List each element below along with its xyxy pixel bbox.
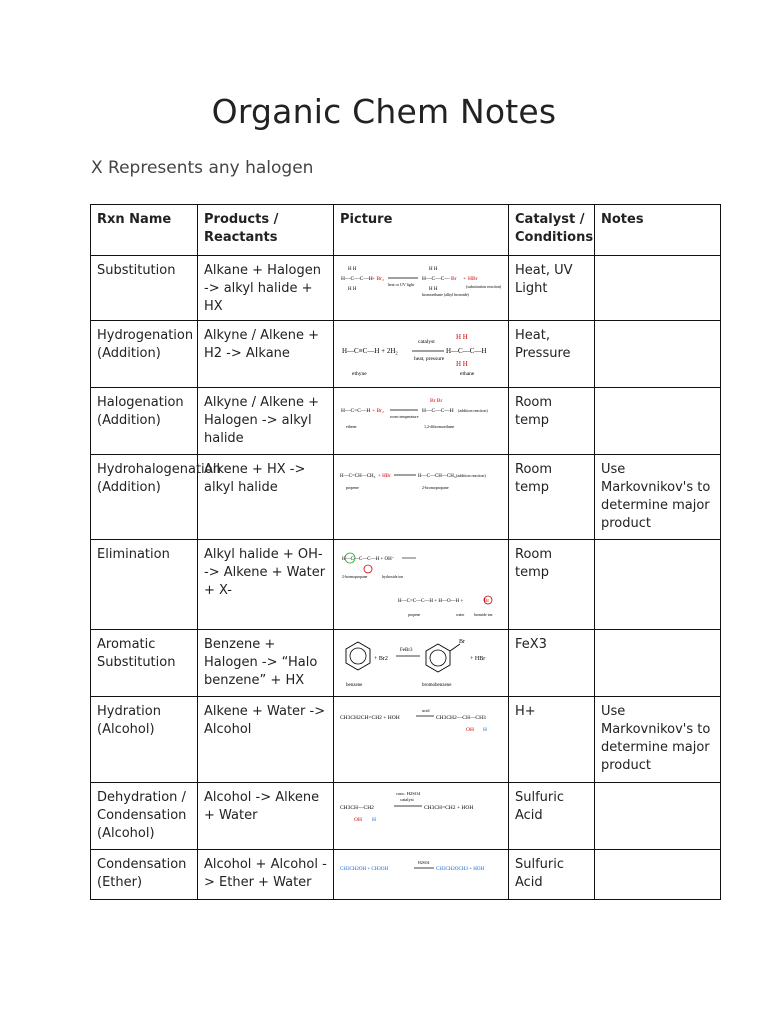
svg-text:heat, pressure: heat, pressure	[414, 356, 445, 362]
header-rxn-name: Rxn Name	[91, 205, 198, 256]
rxn-picture	[334, 388, 509, 455]
rxn-products: Alkyl halide + OH- -> Alkene + Water + X-	[198, 540, 334, 630]
rxn-picture	[334, 455, 509, 540]
svg-text:H—C—C—: H—C—C—	[422, 276, 450, 282]
rxn-notes	[595, 256, 721, 321]
svg-text:HBr: HBr	[468, 276, 478, 282]
svg-text:acid: acid	[422, 708, 430, 713]
svg-text:H: H	[483, 727, 487, 733]
svg-text:+ Br2: + Br2	[374, 656, 388, 662]
svg-text:2-bromopropane: 2-bromopropane	[342, 575, 368, 579]
rxn-products: Alcohol -> Alkene + Water	[198, 783, 334, 850]
svg-text:FeBr3: FeBr3	[400, 648, 413, 653]
svg-text:H2SO4: H2SO4	[418, 861, 430, 865]
dehydration-diagram	[338, 787, 503, 833]
rxn-name: Hydrogenation (Addition)	[91, 321, 198, 388]
rxn-products: Benzene + Halogen -> “Halo benzene” + HX	[198, 630, 334, 697]
ethyne-hydrogenation-diagram	[338, 325, 503, 381]
hydration-diagram	[338, 701, 503, 741]
svg-text:H—C=C—H: H—C=C—H	[341, 408, 371, 414]
svg-text:heat or UV light: heat or UV light	[388, 282, 415, 287]
svg-text:OH: OH	[354, 817, 362, 823]
svg-text:water: water	[456, 613, 465, 617]
svg-text:conc. H2SO4: conc. H2SO4	[396, 791, 421, 796]
svg-text:benzene: benzene	[346, 683, 363, 688]
svg-text:H: H	[372, 817, 376, 823]
rxn-notes	[595, 630, 721, 697]
rxn-name: Aromatic Substitution	[91, 630, 198, 697]
svg-text:ethyne: ethyne	[352, 371, 367, 377]
table-header-row	[91, 205, 721, 256]
rxn-products: Alcohol + Alcohol -> Ether + Water	[198, 850, 334, 900]
rxn-catalyst: Heat, UV Light	[509, 256, 595, 321]
alkane-halogenation-diagram	[338, 260, 503, 306]
header-picture: Picture	[334, 205, 509, 256]
rxn-catalyst-text: FeX3	[515, 637, 547, 652]
rxn-products-text: Alkyne / Alkene + H2 -> Alkane	[204, 328, 319, 361]
svg-text:+ Br₂: + Br₂	[372, 276, 384, 282]
rxn-name: Halogenation (Addition)	[91, 388, 198, 455]
rxn-picture	[334, 630, 509, 697]
page-title: Organic Chem Notes	[211, 92, 557, 131]
svg-text:CH3CH—CH2: CH3CH—CH2	[340, 805, 374, 811]
rxn-picture	[334, 850, 509, 900]
svg-text:H H: H H	[429, 267, 438, 272]
rxn-products: Alkene + HX -> alkyl halide	[198, 455, 334, 540]
svg-text:H H: H H	[429, 287, 438, 292]
svg-text:H H: H H	[456, 360, 468, 368]
page-subtitle: X Represents any halogen	[91, 158, 314, 178]
svg-text:catalyst: catalyst	[418, 339, 435, 345]
svg-text:+: +	[463, 276, 467, 282]
svg-text:H H: H H	[348, 267, 357, 272]
svg-text:H—C≡C—H + 2H₂: H—C≡C—H + 2H₂	[342, 347, 398, 355]
rxn-name: Hydrohalogenation (Addition)	[91, 455, 198, 540]
propene-hbr-diagram	[338, 459, 503, 505]
svg-text:(addition reaction): (addition reaction)	[458, 408, 488, 413]
rxn-notes	[595, 388, 721, 455]
rxn-name: Dehydration / Condensation (Alcohol)	[91, 783, 198, 850]
svg-text:bromide ion: bromide ion	[474, 613, 493, 617]
svg-text:hydroxide ion: hydroxide ion	[382, 575, 404, 579]
svg-text:propene: propene	[408, 613, 421, 617]
svg-text:(substitution reaction): (substitution reaction)	[466, 284, 502, 289]
rxn-products: Alkyne / Alkene + Halogen -> alkyl halide	[198, 388, 334, 455]
rxn-catalyst: Room temp	[509, 540, 595, 630]
svg-text:CH3CH2OCH3 + HOH: CH3CH2OCH3 + HOH	[436, 867, 485, 872]
table-row	[91, 256, 721, 321]
svg-text:Br: Br	[451, 276, 457, 282]
svg-text:CH3CH2CH=CH2 + HOH: CH3CH2CH=CH2 + HOH	[340, 715, 400, 721]
svg-text:(addition reaction): (addition reaction)	[456, 473, 486, 478]
svg-text:bromoethane (alkyl bromide): bromoethane (alkyl bromide)	[422, 292, 469, 297]
rxn-notes	[595, 783, 721, 850]
svg-text:H—C=CH—CH₃: H—C=CH—CH₃	[340, 474, 376, 479]
table-row	[91, 850, 721, 900]
rxn-catalyst: Heat, Pressure	[509, 321, 595, 388]
svg-text:H H: H H	[456, 333, 468, 341]
reactions-table	[90, 204, 721, 900]
svg-text:catalyst: catalyst	[400, 797, 414, 802]
rxn-catalyst: Sulfuric Acid	[509, 850, 595, 900]
rxn-catalyst	[509, 630, 595, 697]
rxn-notes	[595, 850, 721, 900]
svg-text:ethane: ethane	[460, 371, 475, 377]
rxn-picture	[334, 321, 509, 388]
table-row	[91, 388, 721, 455]
elimination-diagram	[338, 544, 503, 624]
rxn-name: Elimination	[91, 540, 198, 630]
svg-text:H—C—CH—CH₃: H—C—CH—CH₃	[418, 474, 456, 479]
svg-text:1,2-dibromoethane: 1,2-dibromoethane	[424, 424, 455, 429]
svg-text:H H: H H	[348, 287, 357, 292]
svg-text:H—C=C—C—H + H—O—H +: H—C=C—C—H + H—O—H +	[398, 599, 464, 604]
ether-condensation-diagram	[338, 854, 503, 888]
svg-text:+ HBr: + HBr	[378, 474, 391, 479]
table-row	[91, 697, 721, 783]
header-products: Products / Reactants	[198, 205, 334, 256]
rxn-catalyst: H+	[509, 697, 595, 783]
rxn-name: Substitution	[91, 256, 198, 321]
ethene-bromination-diagram	[338, 392, 503, 438]
table-row	[91, 630, 721, 697]
rxn-name: Hydration (Alcohol)	[91, 697, 198, 783]
benzene-bromination-diagram	[338, 634, 503, 692]
svg-text:ethene: ethene	[346, 424, 357, 429]
svg-text:room temperature: room temperature	[390, 414, 419, 419]
svg-text:H—C—C—C—H + OH⁻: H—C—C—C—H + OH⁻	[342, 557, 395, 562]
rxn-notes: Use Markovnikov's to determine major product	[595, 697, 721, 783]
rxn-picture	[334, 697, 509, 783]
svg-text:propene: propene	[346, 485, 359, 490]
rxn-picture	[334, 256, 509, 321]
rxn-name: Condensation (Ether)	[91, 850, 198, 900]
rxn-picture	[334, 540, 509, 630]
svg-text:OH: OH	[466, 727, 474, 733]
svg-text:H—C—C—H: H—C—C—H	[446, 347, 487, 355]
svg-text:+ HBr: + HBr	[470, 656, 486, 662]
svg-text:Br: Br	[459, 639, 465, 645]
table-row	[91, 455, 721, 540]
rxn-products: Alkene + Water -> Alcohol	[198, 697, 334, 783]
rxn-catalyst: Sulfuric Acid	[509, 783, 595, 850]
svg-text:+ Br₂: + Br₂	[372, 408, 384, 414]
svg-text:bromobenzene: bromobenzene	[422, 683, 452, 688]
svg-text:2-bromopropane: 2-bromopropane	[422, 485, 449, 490]
rxn-picture	[334, 783, 509, 850]
svg-text:H—C—C—H: H—C—C—H	[422, 408, 454, 414]
svg-text:CH3CH2—CH—CH3: CH3CH2—CH—CH3	[436, 715, 486, 721]
rxn-notes: Use Markovnikov's to determine major product	[595, 455, 721, 540]
svg-text:Br: Br	[484, 599, 489, 604]
svg-text:CH3CH=CH2 + HOH: CH3CH=CH2 + HOH	[424, 805, 474, 811]
header-notes: Notes	[595, 205, 721, 256]
header-catalyst: Catalyst / Conditions	[509, 205, 595, 256]
rxn-catalyst: Room temp	[509, 455, 595, 540]
table-row	[91, 540, 721, 630]
table-row	[91, 321, 721, 388]
rxn-notes	[595, 321, 721, 388]
rxn-notes	[595, 540, 721, 630]
rxn-products	[198, 321, 334, 388]
svg-text:H—C—C—H: H—C—C—H	[341, 276, 373, 282]
table-row	[91, 783, 721, 850]
rxn-products: Alkane + Halogen -> alkyl halide + HX	[198, 256, 334, 321]
svg-text:CH3CH2OH + CH3OH: CH3CH2OH + CH3OH	[340, 867, 389, 872]
svg-text:Br Br: Br Br	[430, 398, 443, 404]
rxn-catalyst: Room temp	[509, 388, 595, 455]
